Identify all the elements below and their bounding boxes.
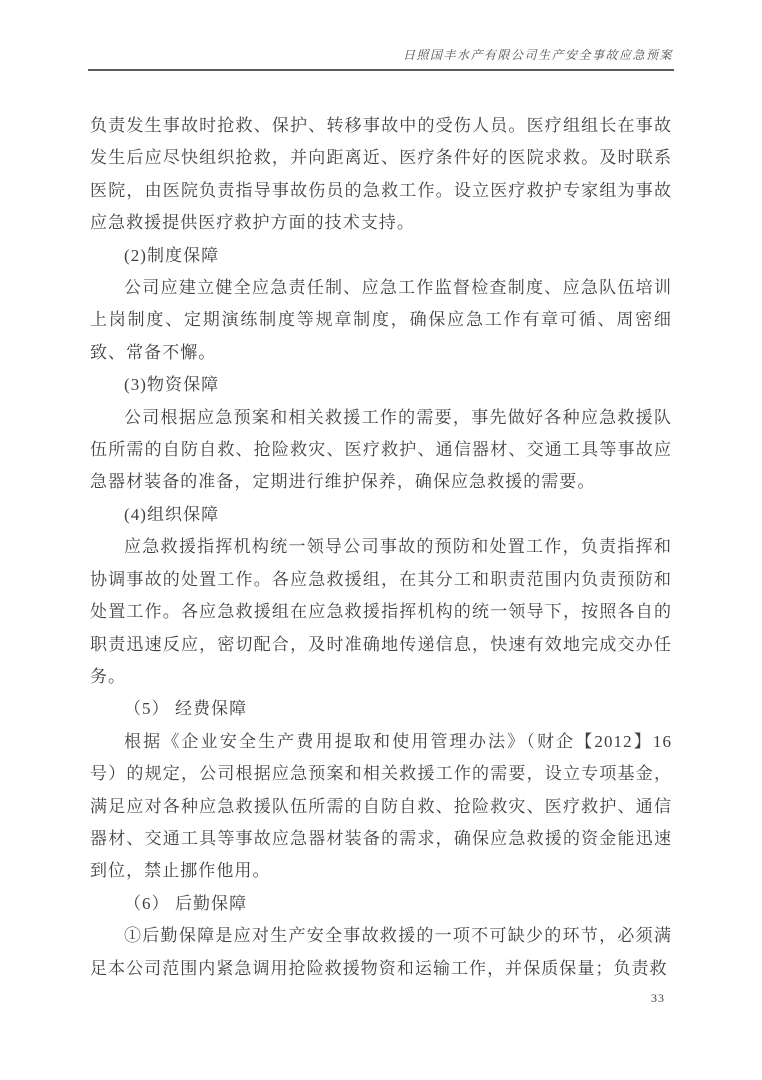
heading-material-guarantee: (3)物资保障: [124, 375, 220, 395]
heading-institutional-guarantee: (2)制度保障: [124, 245, 220, 265]
paragraph-material-guarantee: 公司根据应急预案和相关救援工作的需要，事先做好各种应急救援队伍所需的自防自救、抢险救灾、医疗救护、通信器材、交通工具等事故应急器材装备的准备，定期进行维护保养，确保应急救援的需要。: [90, 407, 672, 492]
header-divider: [88, 69, 674, 71]
paragraph-funding-guarantee: 根据《企业安全生产费用提取和使用管理办法》（财企【2012】16 号）的规定，公司根据应急预案和相关救援工作的需要，设立专项基金，满足应对各种应急救援队伍所需的自防自救、抢险救灾、医疗救护、通信器材、交通工具等事故应急器材装备的需求，确保应急救援的资金能迅速到位，禁止挪作他用。: [90, 731, 672, 881]
heading-logistics-guarantee: （6） 后勤保障: [124, 893, 248, 913]
paragraph-institutional-guarantee: 公司应建立健全应急责任制、应急工作监督检查制度、应急队伍培训上岗制度、定期演练制度等规章制度，确保应急工作有章可循、周密细致、常备不懈。: [90, 278, 672, 362]
paragraph-organizational-guarantee: 应急救援指挥机构统一领导公司事故的预防和处置工作，负责指挥和协调事故的处置工作。各应急救援组，在其分工和职责范围内负责预防和处置工作。各应急救援组在应急救援指挥机构的统一领导下，按照各自的职责迅速反应，密切配合，及时准确地传递信息，快速有效地完成交办任务。: [90, 537, 672, 686]
heading-organizational-guarantee: (4)组织保障: [124, 504, 220, 524]
document-body: [90, 110, 672, 985]
heading-funding-guarantee: （5） 经费保障: [124, 699, 248, 719]
paragraph-logistics-guarantee: ①后勤保障是应对生产安全事故救援的一项不可缺少的环节，必须满足本公司范围内紧急调用抢险救援物资和运输工作，并保质保量；负责救: [90, 926, 672, 978]
header-title: 日照国丰水产有限公司生产安全事故应急预案: [402, 48, 673, 62]
page-number: 33: [651, 991, 665, 1005]
paragraph-medical-rescue-continuation: 负责发生事故时抢救、保护、转移事故中的受伤人员。医疗组组长在事故发生后应尽快组织抢救，并向距离近、医疗条件好的医院求救。及时联系医院，由医院负责指导事故伤员的急救工作。设立医疗救护专家组为事故应急救援提供医疗救护方面的技术支持。: [90, 116, 672, 233]
